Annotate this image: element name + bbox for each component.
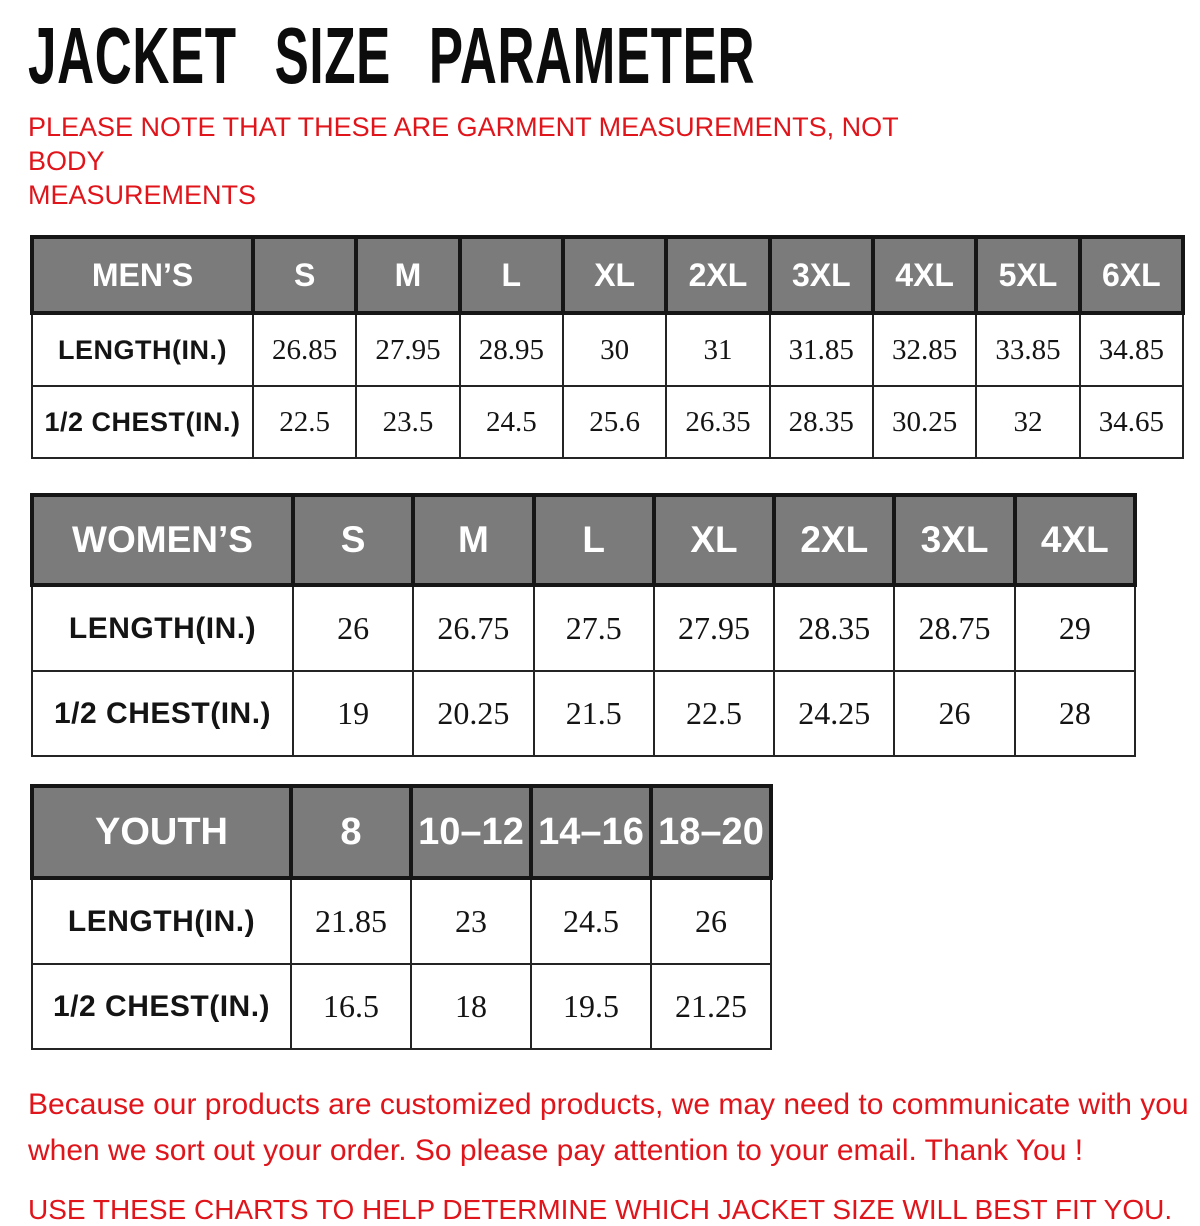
measurement-value-cell: 26: [894, 671, 1014, 756]
measurement-row: [32, 313, 1183, 386]
size-col-header: XL: [654, 495, 774, 585]
measurement-row: [32, 386, 1183, 458]
measurement-value-cell: 30: [563, 313, 666, 386]
measurement-value-cell: 34.85: [1080, 313, 1183, 386]
size-col-header: 14–16: [531, 786, 651, 878]
measurement-value-cell: 22.5: [654, 671, 774, 756]
size-col-header: XL: [563, 237, 666, 313]
size-col-header: 3XL: [770, 237, 873, 313]
measurement-value-cell: 25.6: [563, 386, 666, 458]
footer-paragraph: [28, 1082, 1189, 1174]
size-col-header: M: [413, 495, 533, 585]
measurement-value-cell: 32.85: [873, 313, 976, 386]
measurement-value-cell: 24.5: [531, 878, 651, 964]
table-name-cell: WOMEN’S: [32, 495, 293, 585]
garment-note-line-2: MEASUREMENTS: [28, 180, 257, 210]
measurement-value-cell: 26.75: [413, 585, 533, 671]
measurement-value-cell: 27.5: [534, 585, 654, 671]
size-col-header: 18–20: [651, 786, 771, 878]
measurement-value-cell: 28.35: [774, 585, 894, 671]
measurement-value-cell: 26.35: [666, 386, 769, 458]
size-col-header: 3XL: [894, 495, 1014, 585]
measurement-value-cell: 26.85: [253, 313, 356, 386]
measurement-value-cell: 24.25: [774, 671, 894, 756]
table-name-cell: YOUTH: [32, 786, 291, 878]
measurement-value-cell: 23.5: [356, 386, 459, 458]
measurement-value-cell: 34.65: [1080, 386, 1183, 458]
size-header-row: [32, 495, 1135, 585]
measurement-value-cell: 22.5: [253, 386, 356, 458]
row-label-cell: LENGTH(IN.): [32, 585, 293, 671]
measurement-row: [32, 964, 771, 1049]
garment-note: [28, 110, 968, 212]
measurement-row: [32, 878, 771, 964]
row-label-cell: 1/2 CHEST(IN.): [32, 671, 293, 756]
measurement-value-cell: 28.95: [460, 313, 563, 386]
row-label-cell: LENGTH(IN.): [32, 313, 253, 386]
measurement-value-cell: 28: [1015, 671, 1135, 756]
measurement-value-cell: 27.95: [654, 585, 774, 671]
size-col-header: 5XL: [976, 237, 1079, 313]
size-col-header: L: [534, 495, 654, 585]
size-col-header: S: [253, 237, 356, 313]
size-col-header: M: [356, 237, 459, 313]
size-col-header: S: [293, 495, 413, 585]
row-label-cell: LENGTH(IN.): [32, 878, 291, 964]
measurement-value-cell: 26: [651, 878, 771, 964]
row-label-cell: 1/2 CHEST(IN.): [32, 386, 253, 458]
measurement-value-cell: 31.85: [770, 313, 873, 386]
measurement-value-cell: 31: [666, 313, 769, 386]
measurement-value-cell: 24.5: [460, 386, 563, 458]
table-name-cell: MEN’S: [32, 237, 253, 313]
measurement-value-cell: 21.85: [291, 878, 411, 964]
size-col-header: 10–12: [411, 786, 531, 878]
womens-size-table: [30, 493, 1137, 757]
measurement-value-cell: 32: [976, 386, 1079, 458]
size-col-header: 6XL: [1080, 237, 1183, 313]
size-col-header: 8: [291, 786, 411, 878]
measurement-value-cell: 28.75: [894, 585, 1014, 671]
footer-paragraph-line-2: when we sort out your order. So please pay attention to your email. Thank You !: [28, 1134, 1084, 1167]
measurement-value-cell: 21.5: [534, 671, 654, 756]
youth-size-table: [30, 784, 773, 1050]
measurement-value-cell: 16.5: [291, 964, 411, 1049]
measurement-value-cell: 27.95: [356, 313, 459, 386]
fit-advice-line: USE THESE CHARTS TO HELP DETERMINE WHICH JACKET SIZE WILL BEST FIT YOU.: [28, 1194, 1173, 1225]
measurement-value-cell: 23: [411, 878, 531, 964]
row-label-cell: 1/2 CHEST(IN.): [32, 964, 291, 1049]
measurement-row: [32, 585, 1135, 671]
size-col-header: 4XL: [873, 237, 976, 313]
measurement-value-cell: 18: [411, 964, 531, 1049]
measurement-value-cell: 30.25: [873, 386, 976, 458]
measurement-value-cell: 20.25: [413, 671, 533, 756]
mens-size-table: [30, 235, 1185, 459]
size-header-row: [32, 237, 1183, 313]
size-col-header: 2XL: [666, 237, 769, 313]
measurement-value-cell: 33.85: [976, 313, 1079, 386]
size-col-header: L: [460, 237, 563, 313]
measurement-value-cell: 29: [1015, 585, 1135, 671]
measurement-value-cell: 19.5: [531, 964, 651, 1049]
measurement-row: [32, 671, 1135, 756]
size-header-row: [32, 786, 771, 878]
garment-note-line-1: PLEASE NOTE THAT THESE ARE GARMENT MEASUREMENTS, NOT BODY: [28, 112, 899, 176]
measurement-value-cell: 26: [293, 585, 413, 671]
measurement-value-cell: 19: [293, 671, 413, 756]
measurement-value-cell: 21.25: [651, 964, 771, 1049]
measurement-value-cell: 28.35: [770, 386, 873, 458]
size-col-header: 4XL: [1015, 495, 1135, 585]
footer-paragraph-line-1: Because our products are customized products, we may need to communicate with you: [28, 1088, 1189, 1121]
size-col-header: 2XL: [774, 495, 894, 585]
page-title: JACKET SIZE PARAMETER: [28, 11, 756, 100]
